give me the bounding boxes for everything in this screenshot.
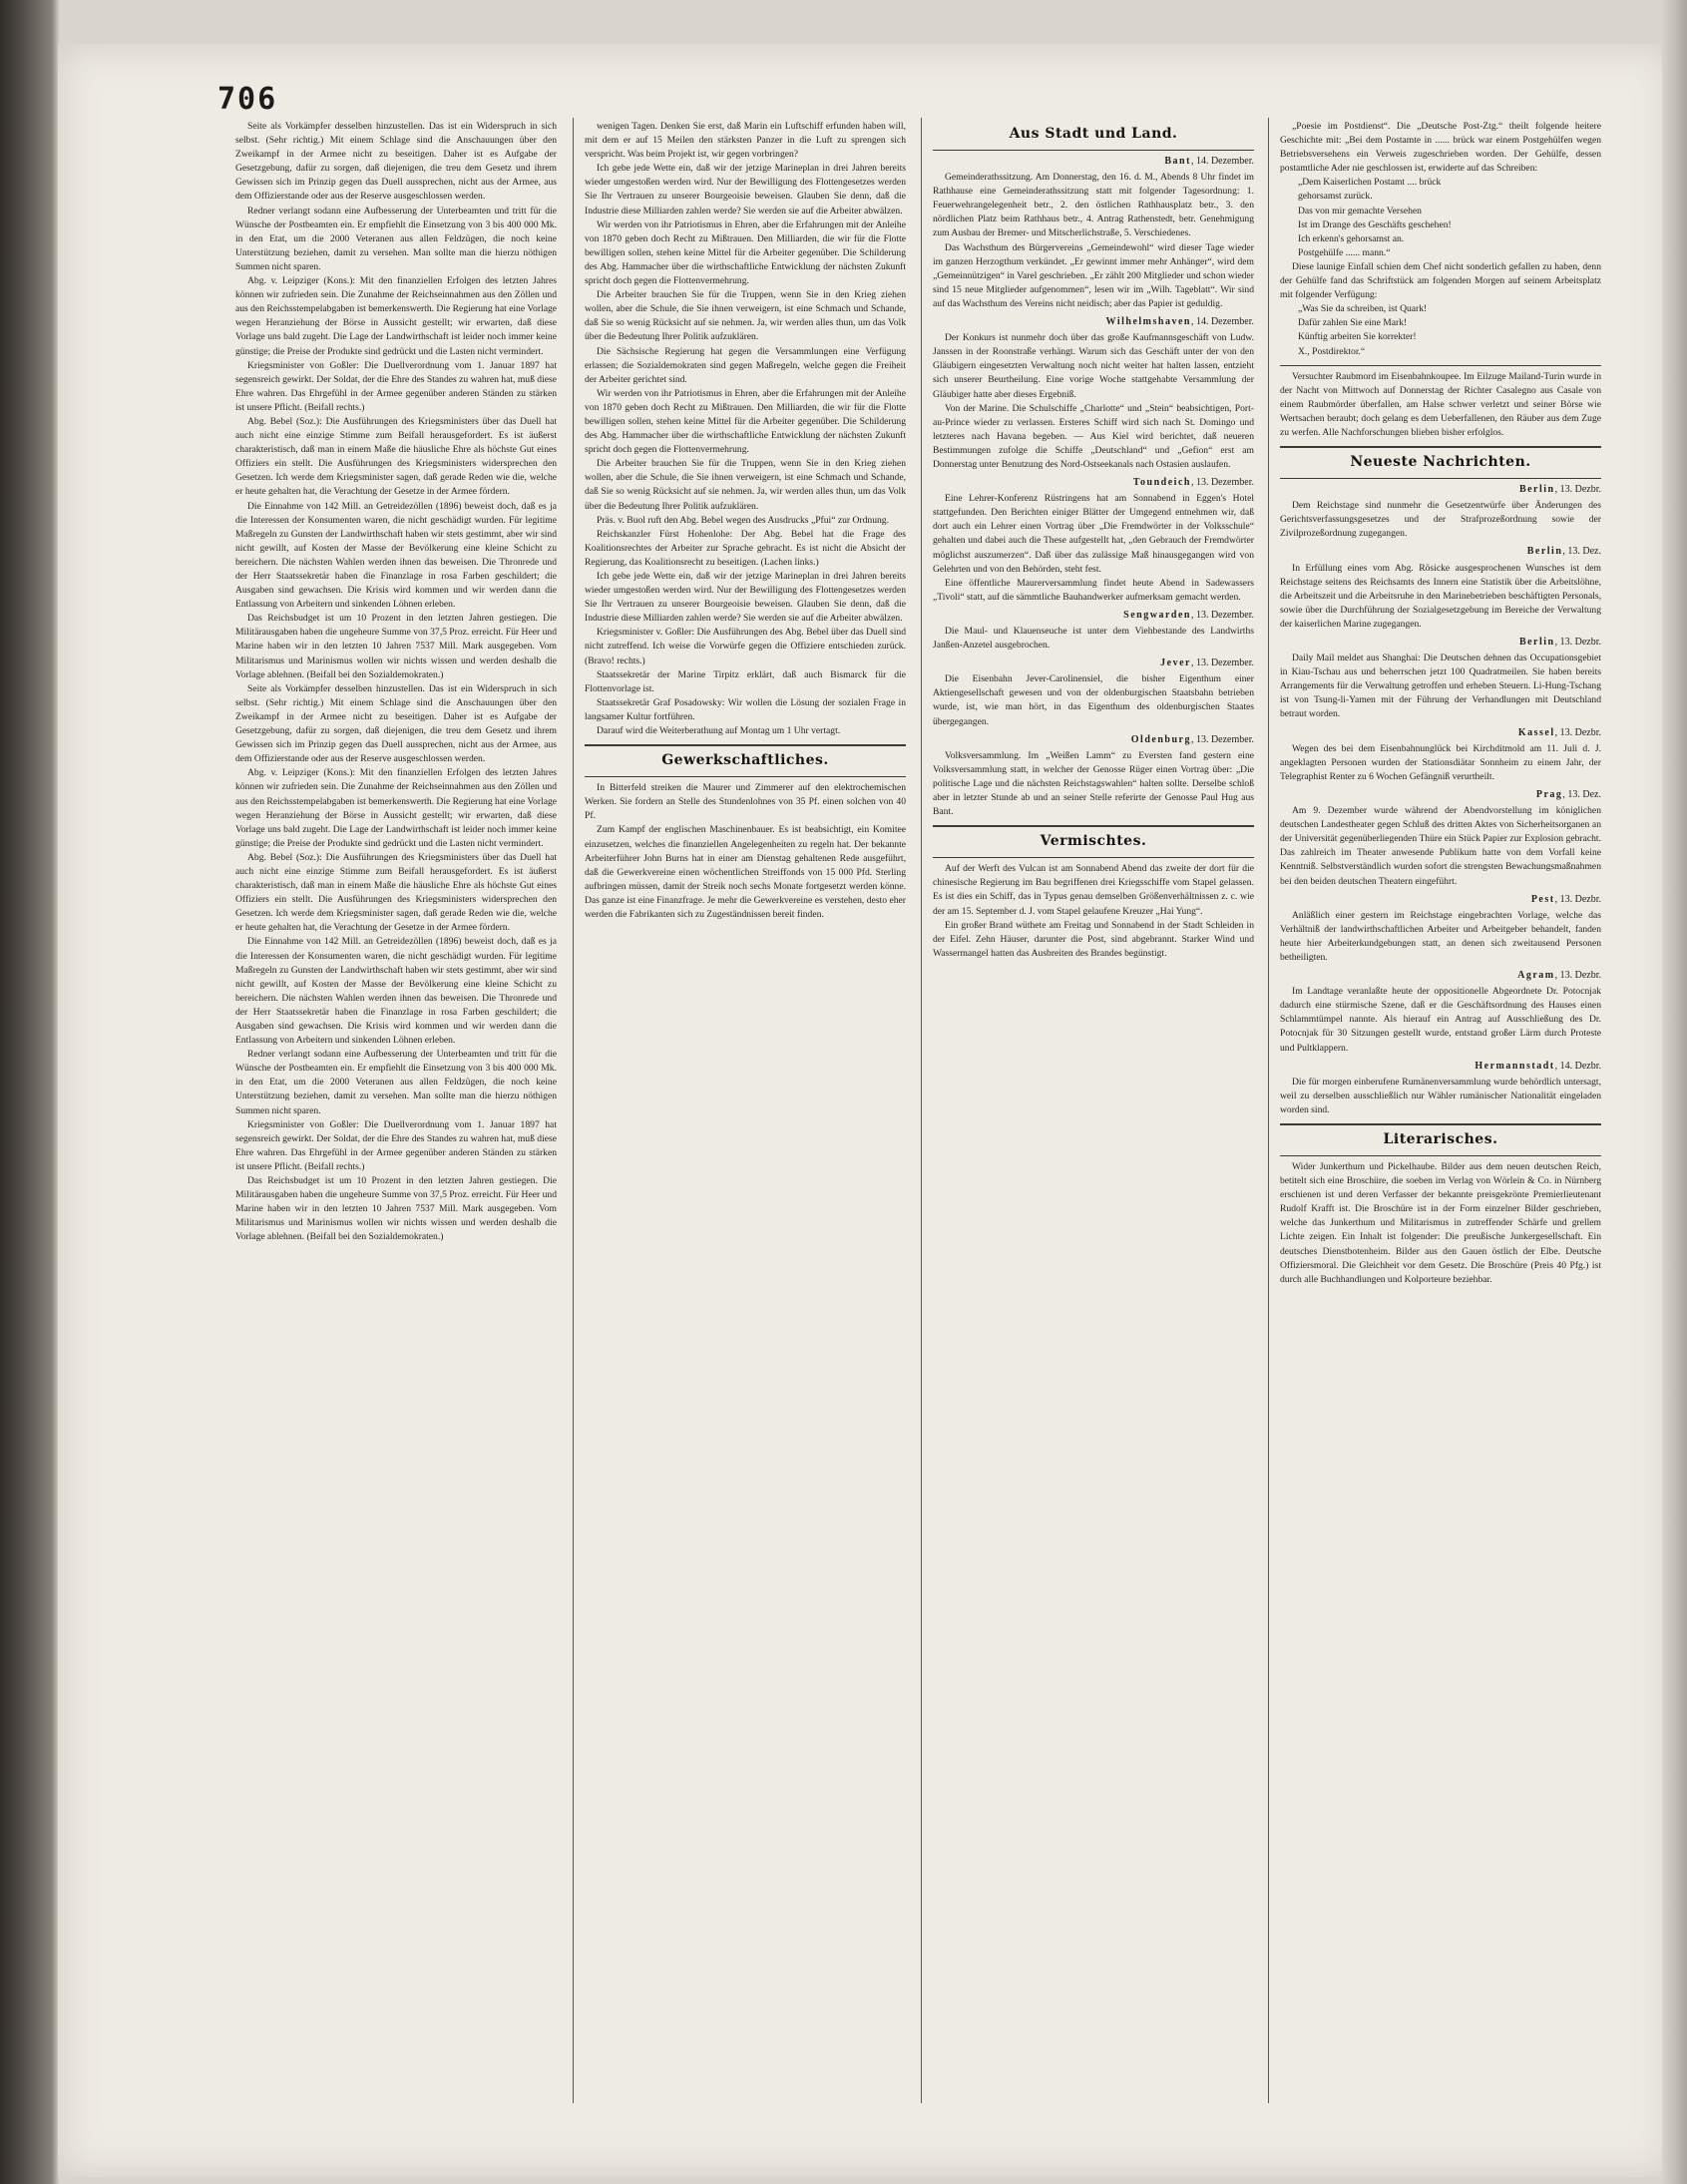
news-item: Der Konkurs ist nunmehr doch über das große Kaufmannsgeschäft von Ludw. Janssen in der Roonstraße verhängt. Warum sich das Geschäft unter der von den Gläubigern eingesetzten Verwaltung noch nicht weiter hat halten lassen, entzieht sich unserer Beurtheilung. Eine vorige Woche stattgehabte Versammlung der Gläubiger hatte aber dieses Ergebniß. (933, 332, 1254, 400)
page-number: 706 (217, 82, 278, 117)
paragraph: Diese launige Einfall schien dem Chef nicht sonderlich gefallen zu haben, denn der Gehülfe fand das Schriftstück am folgenden Morgen auf seinem Arbeitsplatz mit folgender Verfügung: (1280, 260, 1601, 301)
dateline-place: Pest (1530, 893, 1555, 905)
section-heading-vermischtes: Vermischtes. (1040, 833, 1147, 850)
paragraph: Staatssekretär der Marine Tirpitz erklärt, daß auch Bismarck für die Flottenvorlage ist. (585, 668, 906, 694)
column-4 (1280, 120, 1601, 2105)
dateline-date: 14. Dezbr. (1559, 1060, 1601, 1072)
paragraph: Kriegsminister v. Goßler: Die Ausführungen des Abg. Bebel über das Duell sind nicht zutreffend. Ich weise die Vorwürfe gegen die Offiziere entschieden zurück. (Bravo! rechts.) (585, 627, 906, 666)
column-rule (1268, 118, 1269, 2103)
news-item: Die Maul- und Klauenseuche ist unter dem Viehbestande des Landwirths Janßen-Anzetel ausgebrochen. (933, 626, 1254, 652)
news-item: Die Eisenbahn Jever-Carolinensiel, die bisher Eigenthum einer Aktiengesellschaft gewesen und von der oldenburgischen Staatsbahn betrieben wurde, ist, wie man hört, in das Eigenthum des oldenburgischen Staates übergegangen. (933, 673, 1254, 727)
dateline-date: 13. Dezember. (1195, 657, 1254, 669)
dateline-place: Berlin (1518, 637, 1555, 648)
news-item: Eine Lehrer-Konferenz Rüstringens hat am Sonnabend in Eggen's Hotel stattgefunden. Den Berichten einiger Blätter der Umgegend entnehmen wir, daß dort auch ein Lehrer einen Vortrag über „Die Fremdwörter in der Volksschule“ gehalten und dabei auch die These aufgestellt hat, „den Gebrauch der Fremdwörter möglichst auszumerzen“. Daß über das zulässige Maß hinausgegangen wird von Gelehrten und von den Behörden, steht fest. (933, 493, 1254, 575)
poem-line: X., Postdirektor.“ (1298, 345, 1366, 357)
paragraph: Redner verlangt sodann eine Aufbesserung der Unterbeamten und tritt für die Wünsche der Postbeamten ein. Er empfiehlt die Einsetzung von 3 bis 400 000 Mk. in den Etat, um die 2000 Veteranen aus allen Feldzügen, die noch keine Unterstützung beziehen, damit zu versehen. Man sollte man die hierzu nöthigen Summen nicht sparen. (235, 205, 557, 272)
column-2 (585, 120, 906, 2105)
dateline-place: Berlin (1526, 546, 1563, 558)
dateline-place: Toundeich (1132, 477, 1191, 489)
paragraph: In Bitterfeld streiken die Maurer und Zimmerer auf den elektrochemischen Werken. Sie fordern an Stelle des Stundenlohnes von 35 Pf. einen solchen von 40 Pf. (585, 782, 906, 822)
dateline: Wilhelmshaven, 14. Dezember. (1105, 316, 1254, 328)
news-item: In Erfüllung eines vom Abg. Rösicke ausgesprochenen Wunsches ist dem Reichstage seitens des Reichsamts des Innern eine Statistik über die Arbeitslöhne, die Arbeitszeit und die Arbeitsruhe in den Marinebetrieben beschäftigten Personals, sowie über die Durchführung der Sozialgesetzgebung im Bereiche der Verwaltung der kaiserlichen Marine zugegangen. (1280, 562, 1601, 630)
dateline-date: 13. Dezember. (1195, 733, 1254, 745)
paragraph: Die Arbeiter brauchen Sie für die Truppen, wenn Sie in den Krieg ziehen wollen, aber die Schule, die Sie ihnen verweigern, ist eine Schmach und Schande, daß Sie so wenig Rücksicht auf sie nehmen. Ja, wir werden alles thun, um das Volk über die Bedeutung Ihrer Politik aufzuklären. (585, 289, 906, 343)
news-item: Wegen des bei dem Eisenbahnunglück bei Kirchditmold am 11. Juli d. J. angeklagten Personen wurden der Stationsdiätar Sonnheim zu einem Jahr, der Telegraphist Renter zu 6 Wochen Gefängniß verurtheilt. (1280, 742, 1601, 782)
dateline-date: 13. Dezbr. (1559, 484, 1601, 496)
paragraph: Die Arbeiter brauchen Sie für die Truppen, wenn Sie in den Krieg ziehen wollen, aber die Schule, die Sie ihnen verweigern, ist eine Schmach und Schande, daß Sie so wenig Rücksicht auf sie nehmen. Ja, wir werden alles thun, um das Volk über die Bedeutung Ihrer Politik aufzuklären. (585, 458, 906, 512)
dateline: Prag, 13. Dez. (1535, 788, 1601, 800)
dateline-date: 13. Dezember. (1195, 609, 1254, 621)
dateline: Toundeich, 13. Dezember. (1132, 477, 1254, 489)
dateline: Agram, 13. Dezbr. (1517, 970, 1601, 982)
paragraph: Ein großer Brand wüthete am Freitag und Sonnabend in der Stadt Schleiden in der Eifel. Zehn Häuser, darunter die Post, sind abgebrannt. Starker Wind und Wassermangel hatten das Ausbreiten des Brandes begünstigt. (933, 919, 1254, 959)
paragraph: Wir werden von ihr Patriotismus in Ehren, aber die Erfahrungen mit der Anleihe von 1870 geben doch Recht zu Mißtrauen. Den Milliarden, die wir für die Flotte bewilligen sollen, stehen keine Mittel für die Arbeiter gegenüber. Die Schilderung des Abg. Hammacher über die wirthschaftliche Entwicklung der nächsten Zukunft spricht doch gegen die Flottenvermehrung. (585, 218, 906, 287)
poem (1280, 302, 1601, 358)
section-rule (933, 150, 1254, 151)
news-item: Volksversammlung. Im „Weißen Lamm“ zu Eversten fand gestern eine Volksversammlung statt, in welcher der Genosse Rüger einen Vortrag über: „Die politische Lage und die nächsten Reichstagswahlen“ halten sollte. Derselbe schloß aber in letzter Stunde ab und an seiner Stelle referirte der Genosse Paul Hug aus Bant. (933, 749, 1254, 818)
section-rule (1280, 1155, 1601, 1156)
poem-line: Postgehülfe ...... mann.“ (1298, 246, 1391, 258)
paragraph: Die Einnahme von 142 Mill. an Getreidezöllen (1896) beweist doch, daß es ja die Interessen der Konsumenten waren, die nicht geschädigt wurden. Für legitime Maßregeln zu Gunsten der Landwirthschaft haben wir stets gestimmt, aber wir sind nicht gewillt, auf Kosten der Masse der Bevölkerung eine kleine Schicht zu bereichern. Die nächsten Wahlen werden ihnen das beweisen. Die Thronrede und der Herr Staatssekretär haben die Finanzlage in rosa Farben geschildert; die Ausgaben sind gewachsen. Die Krisis wird kommen und wir werden dann die Entlassung von Arbeitern und sinkenden Löhnen erleben. (235, 500, 557, 611)
section-heading-neueste-nachrichten: Neueste Nachrichten. (1350, 454, 1531, 471)
section-rule (1280, 478, 1601, 479)
dateline: Sengwarden, 13. Dezember. (1123, 609, 1254, 621)
dateline-date: 14. Dezember. (1195, 316, 1254, 328)
paragraph: Auf der Werft des Vulcan ist am Sonnabend Abend das zweite der dort für die chinesische Regierung im Bau begriffenen drei Kriegsschiffe vom Stapel gelassen. Es ist dies ein Schiff, das in Typus genau demselben Größenverhältnissen z. c. wie der am 15. September d. J. vom Stapel gelaufene Kreuzer „Hai Yung“. (933, 863, 1254, 917)
poem-line: Dafür zahlen Sie eine Mark! (1298, 317, 1408, 329)
news-item: Anläßlich einer gestern im Reichstage eingebrachten Vorlage, welche das Verhältniß der landwirthschaftlichen Arbeiter und Arbeitgeber behandelt, fanden heute hier Arbeiterkundgebungen statt, an denen sich zweitausend Personen betheiligten. (1280, 909, 1601, 963)
dateline-place: Prag (1535, 788, 1563, 800)
paragraph: Die Einnahme von 142 Mill. an Getreidezöllen (1896) beweist doch, daß es ja die Interessen der Konsumenten waren, die nicht geschädigt wurden. Für legitime Maßregeln zu Gunsten der Landwirthschaft haben wir stets gestimmt, aber wir sind nicht gewillt, auf Kosten der Masse der Bevölkerung eine kleine Schicht zu bereichern. Die nächsten Wahlen werden ihnen das beweisen. Die Thronrede und der Herr Staatssekretär haben die Finanzlage in rosa Farben geschildert; die Ausgaben sind gewachsen. Die Krisis wird kommen und wir werden dann die Entlassung von Arbeitern und sinkenden Löhnen erleben. (235, 936, 557, 1047)
paragraph: Seite als Vorkämpfer desselben hinzustellen. Das ist ein Widerspruch in sich selbst. (Sehr richtig.) Mit einem Schlage sind die Anschauungen über den Zweikampf in der Armee nicht zu beseitigen. Daher ist es Aufgabe der Gesetzgebung, dafür zu sorgen, daß diejenigen, die treu dem Gesetz und ihrem Gewissen sich im Prinzip gegen das Duell aussprechen, nicht aus der Armee, aus dem Offizierstande oder aus der Reserve ausgeschlossen werden. (235, 682, 557, 765)
dateline-date: 13. Dez. (1567, 546, 1601, 558)
news-item: Am 9. Dezember wurde während der Abendvorstellung im königlichen deutschen Landestheater gegen Schluß des dritten Aktes von Sicherheitsorganen an der Universität gegenüberliegenden Thüre ein Stück Papier zur Explosion gebracht. Das zahlreich im Theater anwesende Publikum hatte von dem Vorfall keine Kenntniß. Selbstverständlich wurden sofort die strengsten Bewachungsmaßnahmen bei den beiden deutschen Theatern eingeführt. (1280, 805, 1601, 887)
paragraph: Zum Kampf der englischen Maschinenbauer. Es ist beabsichtigt, ein Komitee einzusetzen, welches die finanziellen Angelegenheiten zu regeln hat. Der bekannte Arbeiterführer John Burns hat in einer am Dienstag gehaltenen Rede ausgeführt, daß die Gewerkvereine einen wöchentlichen Streiffonds von 15 000 Pfd. Sterling aufbringen müssen, damit der Streik noch sechs Monate fortgesetzt werden könne. Das ganze ist eine Finanzfrage. Je mehr die Gewerkvereine es verstehen, desto eher werden die Fabrikanten sich zu Zugeständnissen bereit finden. (585, 824, 906, 920)
paragraph: Wir werden von ihr Patriotismus in Ehren, aber die Erfahrungen mit der Anleihe von 1870 geben doch Recht zu Mißtrauen. Den Milliarden, die wir für die Flotte bewilligen sollen, stehen keine Mittel für die Arbeiter gegenüber. Die Schilderung des Abg. Hammacher über die wirthschaftliche Entwicklung der nächsten Zukunft spricht doch gegen die Flottenvermehrung. (585, 387, 906, 456)
news-item: Im Landtage veranlaßte heute der oppositionelle Abgeordnete Dr. Potocnjak dadurch eine stürmische Szene, daß er die Geschäftsordnung des Hauses einen Schlammtümpel nannte. Als hierauf ein Antrag auf Ausschließung des Dr. Potocnjak für 30 Sitzungen gestellt wurde, entstand großer Lärm durch Proteste und Pultklappern. (1280, 986, 1601, 1054)
poem-line: Künftig arbeiten Sie korrekter! (1298, 331, 1417, 343)
section-rule (1280, 1123, 1601, 1125)
section-heading-gewerkschaftliches: Gewerkschaftliches. (661, 752, 829, 769)
paragraph: Abg. Bebel (Soz.): Die Ausführungen des Kriegsministers über das Duell hat auch nicht eine einzige Stimme zum Beifall herausgefordert. Es ist äußerst charakteristisch, daß man in einem Maße die häusliche Ehre als höchste Gut eines Offiziers ein stellt. Die Ausführungen des Kriegsministers widersprechen den Gesetzen. Ich werde dem Kriegsminister sagen, daß gerade Reden wie die, welche er heute gehalten hat, die Verachtung der Gesetze in der Armee fördern. (235, 415, 557, 498)
paragraph: Abg. Bebel (Soz.): Die Ausführungen des Kriegsministers über das Duell hat auch nicht eine einzige Stimme zum Beifall herausgefordert. Es ist äußerst charakteristisch, daß man in einem Maße die häusliche Ehre als höchste Gut eines Offiziers ein stellt. Die Ausführungen des Kriegsministers widersprechen den Gesetzen. Ich werde dem Kriegsminister sagen, daß gerade Reden wie die, welche er heute gehalten hat, die Verachtung der Gesetze in der Armee fördern. (235, 851, 557, 934)
paragraph: wenigen Tagen. Denken Sie erst, daß Marin ein Luftschiff erfunden haben will, mit dem er auf 15 Meilen den stärksten Panzer in die Luft zu sprengen sich verspricht. Was beim Projekt ist, wir gegen vorbringen? (585, 121, 906, 161)
paragraph: „Poesie im Postdienst“. Die „Deutsche Post-Ztg.“ theilt folgende heitere Geschichte mit: „Bei dem Postamte in ...... brück war einem Postgehülfen wegen Betriebsversehens ein Verweis zugeschrieben worden. Der Gehülfe, dessen postamtliche Ader nie geschlossen ist, erwiderte auf das Schreiben: (1280, 121, 1601, 175)
news-item: Die für morgen einberufene Rumänenversammlung wurde behördlich untersagt, weil zu derselben ausschließlich nur Wähler rumänischer Nationalität eingeladen worden sind. (1280, 1076, 1601, 1115)
dateline-place: Agram (1517, 970, 1555, 982)
dateline: Berlin, 13. Dezbr. (1518, 484, 1601, 496)
section-rule (1280, 365, 1601, 366)
dateline-place: Sengwarden (1123, 609, 1191, 621)
dateline: Pest, 13. Dezbr. (1530, 893, 1601, 905)
paragraph: Das Reichsbudget ist um 10 Prozent in den letzten Jahren gestiegen. Die Militärausgaben haben die ungeheure Summe von 37,5 Proz. erreicht. Für Heer und Marine haben wir in den letzten 10 Jahren 7537 Mill. Mark ausgegeben. Vom Militarismus und Marinismus wollen wir nichts wissen und werden deshalb die Vorlage ablehnen. (Beifall bei den Sozialdemokraten.) (235, 613, 557, 680)
column-rule (921, 118, 922, 2103)
paragraph: Kriegsminister von Goßler: Die Duellverordnung vom 1. Januar 1897 hat segensreich gewirkt. Der Soldat, der die Ehre des Standes zu wahren hat, muß diese Ehre wahren. Das Ehrgefühl in der Armee gegenüber anderen Ständen zu stärken ist unsere Pflicht. (Beifall rechts.) (235, 1118, 557, 1172)
dateline: Kassel, 13. Dezbr. (1517, 726, 1601, 738)
section-rule (933, 825, 1254, 827)
dateline: Oldenburg, 13. Dezember. (1130, 733, 1254, 745)
dateline-place: Oldenburg (1130, 733, 1191, 745)
section-heading-aus-stadt-und-land: Aus Stadt und Land. (1009, 126, 1178, 142)
section-rule (1280, 446, 1601, 448)
dateline-place: Bant (1164, 156, 1191, 167)
poem-line: Ich erkenn's gehorsamst an. (1298, 232, 1405, 244)
section-rule (585, 744, 906, 746)
news-item: Das Wachsthum des Bürgervereins „Gemeindewohl“ wird dieser Tage wieder im ganzen Herzogthum verkündet. „Er gewinnt immer mehr Anhänger“, wird dem „Gemeinnützigen“ in Varel geschrieben. „Er zählt 200 Mitglieder und schon wieder sind 15 neue Mitglieder aufgenommen“, lesen wir im „Wilh. Tageblatt“. Wir sind auf das Wachsthum des Vereins nicht neidisch; aber das Papier ist geduldig. (933, 241, 1254, 309)
dateline-place: Kassel (1517, 726, 1555, 738)
news-item: Daily Mail meldet aus Shanghai: Die Deutschen dehnen das Occupationsgebiet in Kiau-Tschau aus und beherrschen jetzt 100 Quadratmeilen. Sie haben bereits Arrangements für die Verwaltung getroffen und erheben Steuern. Li-Hung-Tschang ist von Tsung-li-Yamen mit der Führung der Verhandlungen mit Deutschland betraut worden. (1280, 653, 1601, 720)
dateline-place: Berlin (1518, 484, 1555, 496)
paragraph: Versuchter Raubmord im Eisenbahnkoupee. Im Eilzuge Mailand-Turin wurde in der Nacht von Mittwoch auf Donnerstag der Richter Casalegno aus Casale von einem Raubmörder überfallen, am Halse schwer verletzt und seiner Börse wie Wertsachen beraubt; doch gelang es dem Ueberfallenen, den Räuber aus dem Zuge zu werfen. Alle Nachforschungen blieben bisher erfolglos. (1280, 370, 1601, 438)
section-heading-literarisches: Literarisches. (1383, 1131, 1498, 1147)
dateline-date: 13. Dez. (1567, 788, 1601, 800)
paragraph: Ich gebe jede Wette ein, daß wir der jetzige Marineplan in drei Jahren bereits wieder umgestoßen werden wird. Nur der Bewilligung des Flottengesetzes werden Sie Ihr Vertrauen zu unserer Bourgeoisie beweisen. Glauben Sie denn, daß die Industrie diese Milliarden zahlen werde? Sie werden sie auf die Arbeiter abwälzen. (585, 571, 906, 625)
paragraph: Redner verlangt sodann eine Aufbesserung der Unterbeamten und tritt für die Wünsche der Postbeamten ein. Er empfiehlt die Einsetzung von 3 bis 400 000 Mk. in den Etat, um die 2000 Veteranen aus allen Feldzügen, die noch keine Unterstützung beziehen, damit zu versehen. Man sollte man die hierzu nöthigen Summen nicht sparen. (235, 1049, 557, 1116)
poem-line: Das von mir gemachte Versehen (1298, 205, 1422, 217)
poem-line: „Was Sie da schreiben, ist Quark! (1298, 303, 1428, 315)
paragraph: Abg. v. Leipziger (Kons.): Mit den finanziellen Erfolgen des letzten Jahres können wir zufrieden sein. Die Zunahme der Reichseinnahmen aus den Zöllen und aus den Reichsstempelabgaben ist bemerkenswerth. Die Regierung hat eine Vorlage wegen Heranziehung der Börse in Aussicht gestellt; wir erwarten, daß diese Vorlage uns bald zugeht. Die Lage der Landwirthschaft ist leider noch immer keine günstige; die Preise der Produkte sind gedrückt und die Lasten nicht vermindert. (235, 275, 557, 357)
dateline-date: 13. Dezbr. (1559, 726, 1601, 738)
news-item: Dem Reichstage sind nunmehr die Gesetzentwürfe über Änderungen des Gerichtsverfassungsgesetzes und der Strafprozeßordnung sowie der Zivilprozeßordnung zugegangen. (1280, 500, 1601, 540)
dateline-date: 13. Dezbr. (1559, 637, 1601, 648)
paragraph: Darauf wird die Weiterberathung auf Montag um 1 Uhr vertagt. (597, 725, 841, 737)
dateline-place: Wilhelmshaven (1105, 316, 1191, 328)
poem (1280, 176, 1601, 260)
dateline: Jever, 13. Dezember. (1160, 657, 1254, 669)
section-rule (585, 776, 906, 777)
dateline-date: 13. Dezbr. (1559, 970, 1601, 982)
dateline-date: 14. Dezember. (1195, 156, 1254, 167)
column-3 (933, 120, 1254, 2105)
poem-line: Ist im Drange des Geschäfts geschehen! (1298, 218, 1452, 230)
dateline-date: 13. Dezember. (1195, 477, 1254, 489)
column-1 (235, 120, 557, 2105)
paragraph: Präs. v. Buol ruft den Abg. Bebel wegen des Ausdrucks „Pfui“ zur Ordnung. (597, 514, 890, 526)
dateline: Bant, 14. Dezember. (1164, 156, 1254, 167)
dateline-date: 13. Dezbr. (1559, 893, 1601, 905)
page-edge (1662, 0, 1687, 2184)
dateline-place: Hermannstadt (1475, 1060, 1555, 1072)
paragraph: Das Reichsbudget ist um 10 Prozent in den letzten Jahren gestiegen. Die Militärausgaben haben die ungeheure Summe von 37,5 Proz. erreicht. Für Heer und Marine haben wir in den letzten 10 Jahren 7537 Mill. Mark ausgegeben. Vom Militarismus und Marinismus wollen wir nichts wissen und werden deshalb die Vorlage ablehnen. (Beifall bei den Sozialdemokraten.) (235, 1175, 557, 1243)
paragraph: Abg. v. Leipziger (Kons.): Mit den finanziellen Erfolgen des letzten Jahres können wir zufrieden sein. Die Zunahme der Reichseinnahmen aus den Zöllen und aus den Reichsstempelabgaben ist bemerkenswerth. Die Regierung hat eine Vorlage wegen Heranziehung der Börse in Aussicht gestellt; wir erwarten, daß diese Vorlage uns bald zugeht. Die Lage der Landwirthschaft ist leider noch immer keine günstige; die Preise der Produkte sind gedrückt und die Lasten nicht vermindert. (235, 767, 557, 849)
paragraph: Wider Junkerthum und Pickelhaube. Bilder aus dem neuen deutschen Reich, betitelt sich eine Broschüre, die soeben im Verlag von Wörlein & Co. in Nürnberg erschienen ist und deren Verfasser der bekannte preisgekrönte Premierlieutenant Rudolf Krafft ist. Die Broschüre ist in der Form einzelner Bilder geschrieben, welche das Junkerthum und Militarismus in zutreffender Schärfe und grellem Lichte zeigen. Ein Inhalt ist folgender: Die preußische Junkergesellschaft. Ein deutsches Dienstbotenheim. Bilder aus den Gauen östlich der Elbe. Deutsche Offiziersmoral. Die Gleichheit vor dem Gesetz. Die Broschüre (Preis 40 Pfg.) ist durch alle Buchhandlungen und Kolporteure beziehbar. (1280, 1161, 1601, 1285)
dateline: Hermannstadt, 14. Dezbr. (1475, 1060, 1601, 1072)
news-item: Eine öffentliche Maurerversammlung findet heute Abend in Sadewassers „Tivoli“ statt, auf die sämmtliche Bauhandwerker aufmerksam gemacht werden. (933, 577, 1254, 603)
dateline-place: Jever (1160, 657, 1191, 669)
paragraph: Ich gebe jede Wette ein, daß wir der jetzige Marineplan in drei Jahren bereits wieder umgestoßen werden wird. Nur der Bewilligung des Flottengesetzes werden Sie Ihr Vertrauen zu unserer Bourgeoisie beweisen. Glauben Sie denn, daß die Industrie diese Milliarden zahlen werde? Sie werden sie auf die Arbeiter abwälzen. (585, 163, 906, 217)
poem-line: „Dem Kaiserlichen Postamt .... brück (1298, 177, 1442, 189)
paragraph: Die Sächsische Regierung hat gegen die Versammlungen eine Verfügung erlassen; die Sozialdemokraten sind gegen Maßregeln, welche gegen die Freiheit der Arbeiter gerichtet sind. (585, 345, 906, 385)
column-rule (573, 118, 574, 2103)
news-item: Gemeinderathssitzung. Am Donnerstag, den 16. d. M., Abends 8 Uhr findet im Rathhause eine Gemeinderathssitzung statt mit folgender Tagesordnung: 1. Feuerwehrangelegenheit betr., 2. den östlichen Rathhausplatz betr., 3. den nördlichen Platz beim Rathhaus betr., 4. Antrag Rathenstedt, betr. Genehmigung zum Ausbau der Bremer- und Mitscherlichstraße, 5. Verschiedenes. (933, 172, 1254, 239)
section-rule (933, 857, 1254, 858)
paragraph: Staatssekretär Graf Posadowsky: Wir wollen die Lösung der sozialen Frage in langsamer Kultur fortführen. (585, 696, 906, 722)
news-item: Von der Marine. Die Schulschiffe „Charlotte“ und „Stein“ beabsichtigen, Port-au-Prince wieder zu verlassen. Ersteres Schiff wird sich nach St. Domingo und letzteres nach Havana begeben. — Aus Kiel wird berichtet, daß neueren Bestimmungen zufolge die Schiffe „Deutschland“ und „Gefion“ erst am Donnerstag unter Benutzung des Nord-Ostseekanals nach Ostasien auslaufen. (933, 402, 1254, 470)
paragraph: Kriegsminister von Goßler: Die Duellverordnung vom 1. Januar 1897 hat segensreich gewirkt. Der Soldat, der die Ehre des Standes zu wahren hat, muß diese Ehre wahren. Das Ehrgefühl in der Armee gegenüber anderen Ständen zu stärken ist unsere Pflicht. (Beifall rechts.) (235, 359, 557, 413)
dateline: Berlin, 13. Dezbr. (1518, 637, 1601, 648)
dateline: Berlin, 13. Dez. (1526, 546, 1601, 558)
poem-line: gehorsamst zurück. (1298, 191, 1373, 203)
paragraph: Seite als Vorkämpfer desselben hinzustellen. Das ist ein Widerspruch in sich selbst. (Sehr richtig.) Mit einem Schlage sind die Anschauungen über den Zweikampf in der Armee nicht zu beseitigen. Daher ist es Aufgabe der Gesetzgebung, dafür zu sorgen, daß diejenigen, die treu dem Gesetz und ihrem Gewissen sich im Prinzip gegen das Duell aussprechen, nicht aus der Armee, aus dem Offizierstande oder aus der Reserve ausgeschlossen werden. (235, 121, 557, 203)
paragraph: Reichskanzler Fürst Hohenlohe: Der Abg. Bebel hat die Frage des Koalitionsrechtes der Arbeiter zur Sprache gebracht. Es ist nicht die Absicht der Regierung, das Koalitionsrecht zu beseitigen. (Lachen links.) (585, 528, 906, 568)
